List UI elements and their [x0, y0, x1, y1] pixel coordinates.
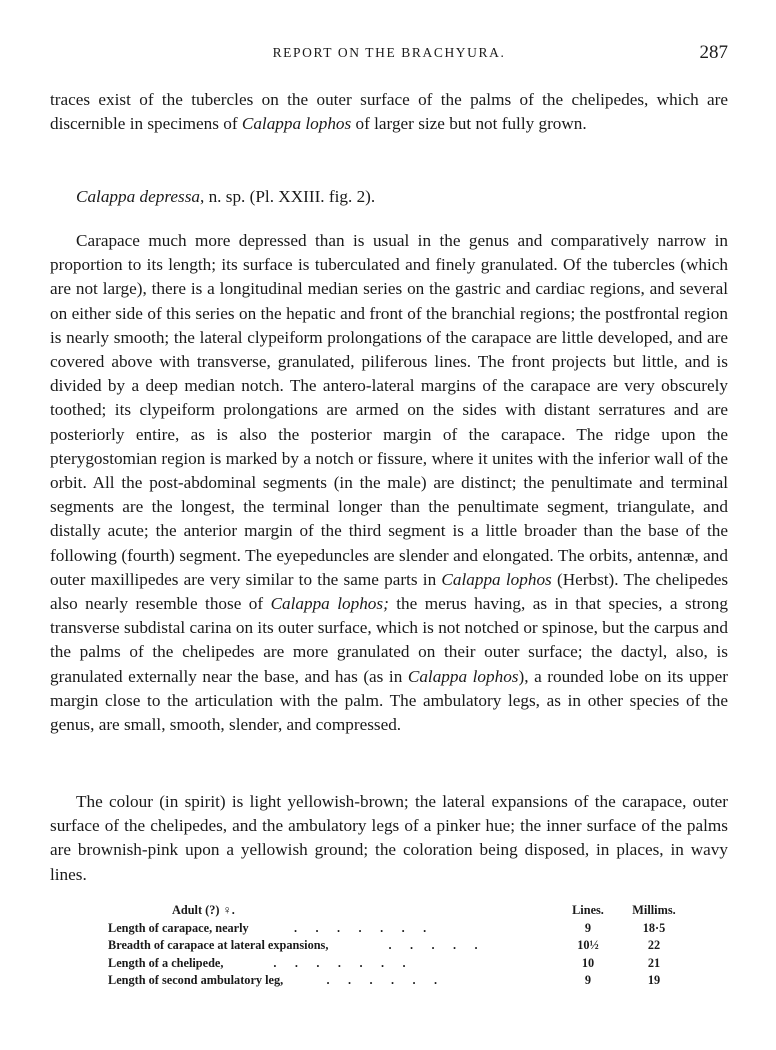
colour-paragraph [50, 790, 728, 887]
description-text-4: ), a rounded lobe on its upper margin close to the articulation with the palm. The ambulatory legs, as in other species of the genus, are small, smooth, slender, and compressed. [50, 666, 729, 735]
millims-value: 18·5 [642, 920, 666, 935]
measurement-label: Length of second ambulatory leg, [108, 973, 284, 988]
description-text-3: the merus having, as in that species, a strong transverse subdistal carina on its outer surface, which is not notched or spinose, but the carpus and the palms of the chelipedes are more granulated on their outer surface; the dactyl, also, is granulated externally near the base, and has (as in [50, 594, 728, 686]
continuation-text-1: traces exist of the tubercles on the outer surface of the palms of the chelipedes, which are discernible in specimens of [50, 90, 728, 134]
lines-value: 9 [584, 973, 592, 988]
millims-value: 19 [647, 973, 661, 988]
millims-column-header: Millims. [632, 903, 676, 917]
millims-value: 22 [647, 938, 661, 953]
species-reference: Calappa lophos [241, 114, 352, 134]
species-heading-rest: , n. sp. (Pl. XXIII. fig. 2). [199, 187, 376, 206]
page-number: 287 [699, 42, 728, 63]
lines-value: 9 [584, 920, 592, 935]
measurements-table [108, 902, 698, 990]
leader-dots: . . . . . . . [258, 955, 406, 970]
measurement-label: Length of a chelipede, [108, 955, 224, 970]
continuation-paragraph [50, 88, 728, 136]
description-paragraph [50, 229, 728, 737]
measurements-header-row [108, 902, 698, 920]
colour-text: The colour (in spirit) is light yellowish-brown; the lateral expansions of the carapace, outer surface of the chelipedes, and the ambulatory legs of a pinker hue; the inner surface of the palms are brownish-pink upon a yellowish ground; the coloration being disposed, in places, in wavy lines. [50, 792, 728, 884]
table-row [108, 955, 698, 973]
table-row [108, 937, 698, 955]
lines-column-header: Lines. [572, 903, 604, 917]
lines-value: 10 [581, 955, 595, 970]
page-header [50, 42, 728, 66]
lines-value: 10½ [577, 938, 599, 953]
species-name: Calappa depressa [76, 187, 200, 206]
measurement-label: Breadth of carapace at lateral expansions, [108, 938, 329, 953]
species-reference: Calappa lophos [441, 569, 552, 589]
measurement-label: Length of carapace, nearly [108, 920, 249, 935]
species-heading [76, 187, 375, 207]
leader-dots: . . . . . . . [294, 920, 427, 935]
running-title: REPORT ON THE BRACHYURA. [272, 45, 506, 60]
description-text-1: Carapace much more depressed than is usual in the genus and comparatively narrow in proportion to its length; its surface is tuberculated and finely granulated. Of the tubercles (which are not large), there is a longitudinal median series on the gastric and cardiac regions, and several on either side of this series on the hepatic and front of the branchial regions; the postfrontal region is nearly smooth; the lateral clypeiform prolongations of the carapace are little developed, and are covered above with transverse, granulated, piliferous lines. The front projects but little, and is divided by a deep median notch. The antero-lateral margins of the carapace are very obscurely toothed; its clypeiform prolongations are armed on the sides with distant serratures and are posteriorly entire, as is also the posterior margin of the carapace. The ridge upon the pterygostomian region is marked by a notch or fissure, where it unites with the inferior wall of the orbit. All the post-abdominal segments (in the male) are distinct; the penultimate and terminal segments are the longest, the terminal longer than the penultimate segment, triangulate, and distally acute; the anterior margin of the third segment is a little broader than the base of the following (fourth) segment. The eyepeduncles are slender and elongated. The orbits, antennæ, and outer maxillipedes are very similar to the same parts in [50, 231, 728, 589]
leader-dots: . . . . . . [308, 973, 438, 988]
leader-dots: . . . . . [370, 938, 478, 953]
species-reference: Calappa lophos [407, 666, 519, 686]
continuation-text-2: of larger size but not fully grown. [351, 114, 587, 134]
species-reference: Calappa lophos; [270, 594, 389, 614]
specimen-label: Adult (?) ♀. [172, 903, 235, 917]
table-row [108, 920, 698, 938]
table-row [108, 972, 698, 990]
millims-value: 21 [647, 955, 661, 970]
description-text-2: (Herbst). The chelipedes also nearly resemble those of [50, 569, 729, 614]
